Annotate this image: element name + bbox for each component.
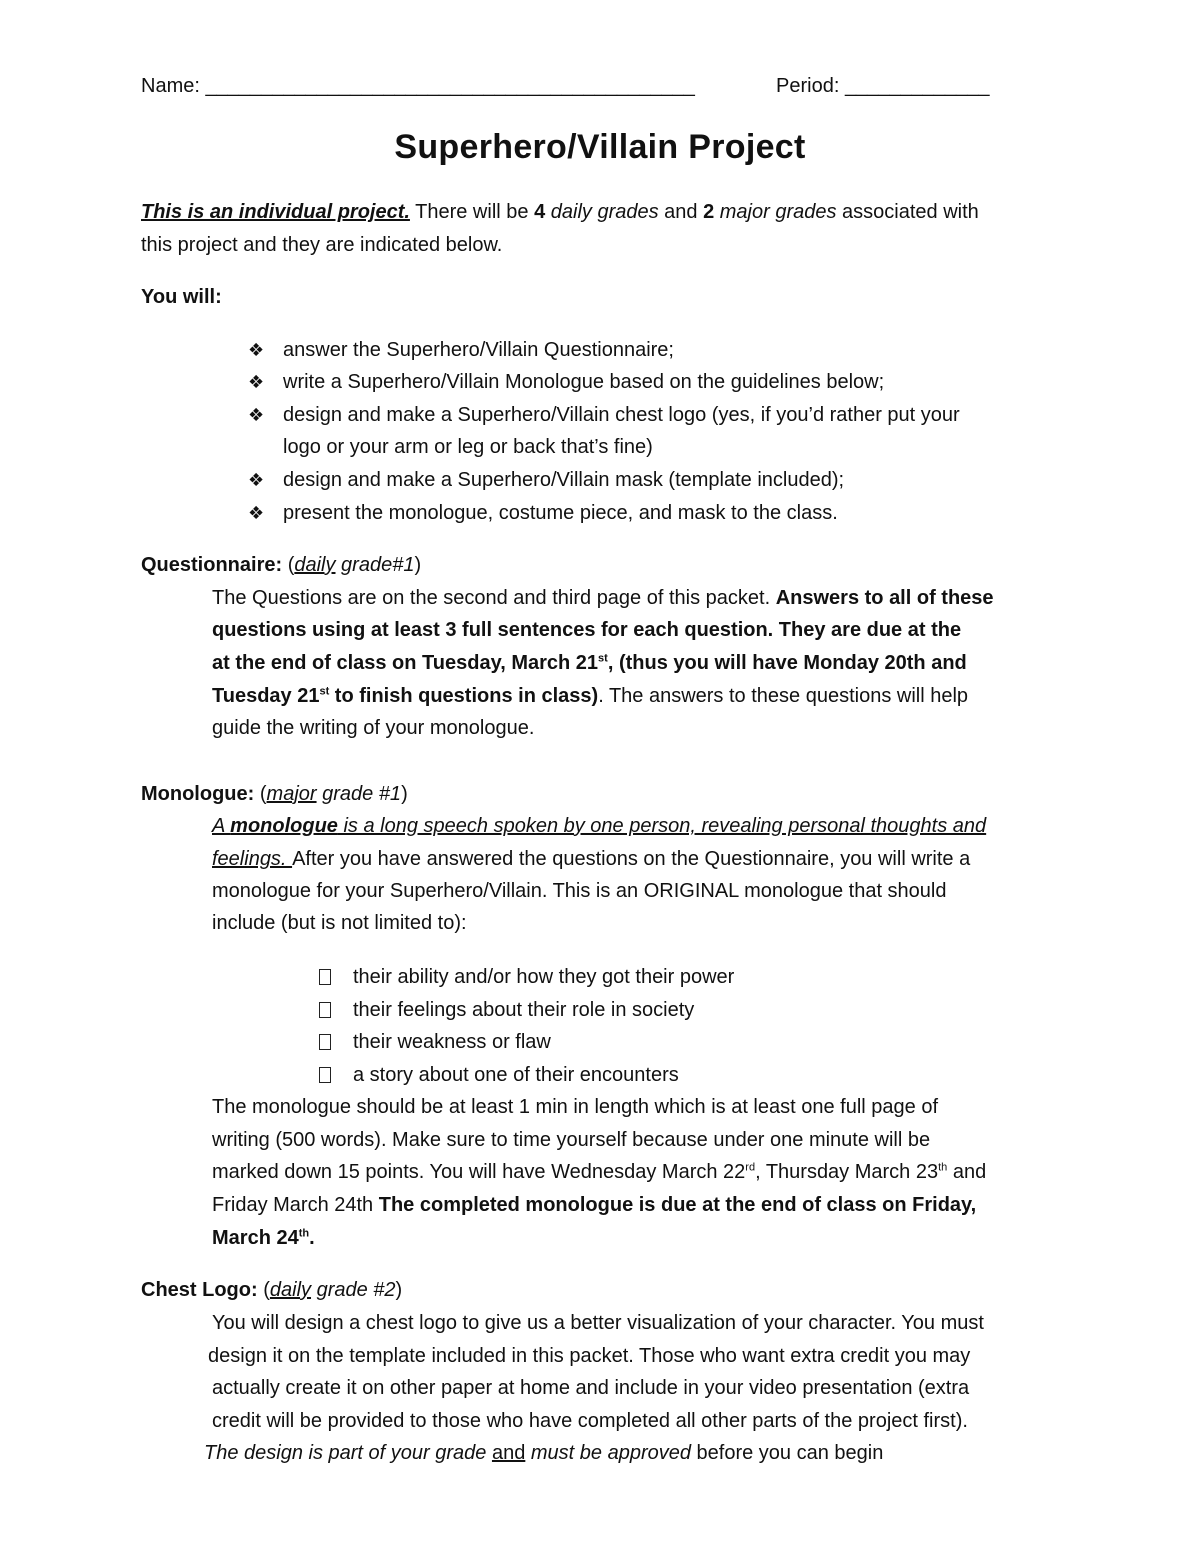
checkbox-bullet-icon xyxy=(319,1067,331,1083)
monologue-definition: A monologue is a long speech spoken by one person, revealing personal thoughts and xyxy=(212,815,987,837)
name-blank: ____________________________________________ xyxy=(205,75,695,97)
questionnaire-line-4: Tuesday 21st to finish questions in class). The answers to these questions will help xyxy=(212,685,969,707)
diamond-bullet-icon: ❖ xyxy=(248,372,265,392)
questionnaire-heading: Questionnaire: (daily grade#1) xyxy=(141,554,422,576)
list-item: their weakness or flaw xyxy=(353,1031,551,1053)
diamond-bullet-icon: ❖ xyxy=(248,340,265,360)
monologue-para-1: The monologue should be at least 1 min in length which is at least one full page of xyxy=(212,1096,939,1118)
monologue-para-5: March 24th. xyxy=(212,1227,315,1249)
chest-logo-line-4: credit will be provided to those who have completed all other parts of the project first). xyxy=(212,1410,968,1432)
chest-logo-line-3: actually create it on other paper at home and include in your video presentation (extra xyxy=(212,1377,970,1399)
monologue-para-3: marked down 15 points. You will have Wednesday March 22rd, Thursday March 23th and xyxy=(212,1161,987,1183)
list-item: present the monologue, costume piece, and mask to the class. xyxy=(283,502,838,524)
diamond-bullet-icon: ❖ xyxy=(248,405,265,425)
checkbox-bullet-icon xyxy=(319,1002,331,1018)
monologue-line-2: feelings. After you have answered the questions on the Questionnaire, you will write a xyxy=(212,848,971,870)
period-field xyxy=(776,76,990,96)
period-blank: _____________ xyxy=(844,75,990,97)
list-item: design and make a Superhero/Villain mask (template included); xyxy=(283,469,845,491)
list-item-continuation: logo or your arm or leg or back that’s fine) xyxy=(283,436,653,458)
questionnaire-line-2: questions using at least 3 full sentences for each question. They are due at the xyxy=(212,619,962,641)
list-item: answer the Superhero/Villain Questionnaire; xyxy=(283,339,674,361)
monologue-line-4: include (but is not limited to): xyxy=(212,912,467,934)
chest-logo-line-2: design it on the template included in this packet. Those who want extra credit you may xyxy=(208,1345,971,1367)
list-item: design and make a Superhero/Villain chest logo (yes, if you’d rather put your xyxy=(283,404,960,426)
list-item: write a Superhero/Villain Monologue based on the guidelines below; xyxy=(283,371,885,393)
checkbox-bullet-icon xyxy=(319,969,331,985)
list-item: their ability and/or how they got their power xyxy=(353,966,735,988)
name-field xyxy=(141,76,695,96)
diamond-bullet-icon: ❖ xyxy=(248,503,265,523)
questionnaire-line-3: at the end of class on Tuesday, March 21st, (thus you will have Monday 20th and xyxy=(212,652,967,674)
page-title: Superhero/Villain Project xyxy=(394,128,806,166)
questionnaire-line-1: The Questions are on the second and third page of this packet. Answers to all of these xyxy=(212,587,994,609)
questionnaire-line-5: guide the writing of your monologue. xyxy=(212,717,535,739)
chest-logo-heading: Chest Logo: (daily grade #2) xyxy=(141,1279,403,1301)
list-item: their feelings about their role in society xyxy=(353,999,695,1021)
you-will-label: You will: xyxy=(141,286,222,308)
chest-logo-line-5: The design is part of your grade and must be approved before you can begin xyxy=(204,1442,884,1464)
chest-logo-line-1: You will design a chest logo to give us a better visualization of your character. You must xyxy=(212,1312,984,1334)
monologue-line-3: monologue for your Superhero/Villain. This is an ORIGINAL monologue that should xyxy=(212,880,947,902)
name-label: Name: xyxy=(141,75,200,97)
period-label: Period: xyxy=(776,75,840,97)
diamond-bullet-icon: ❖ xyxy=(248,470,265,490)
checkbox-bullet-icon xyxy=(319,1034,331,1050)
monologue-para-4: Friday March 24th The completed monologue is due at the end of class on Friday, xyxy=(212,1194,977,1216)
monologue-heading: Monologue: (major grade #1) xyxy=(141,783,408,805)
intro-line-2: this project and they are indicated below. xyxy=(141,234,503,256)
intro-line-1: This is an individual project. There will be 4 daily grades and 2 major grades associated with xyxy=(141,201,979,223)
list-item: a story about one of their encounters xyxy=(353,1064,679,1086)
monologue-para-2: writing (500 words). Make sure to time yourself because under one minute will be xyxy=(212,1129,931,1151)
intro-emphasis: This is an individual project. xyxy=(141,201,410,223)
